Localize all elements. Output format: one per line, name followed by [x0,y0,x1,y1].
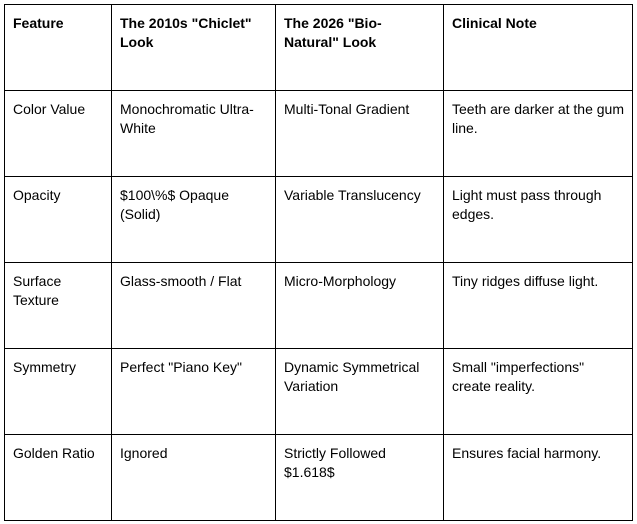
table-row [5,263,633,349]
header-cell: The 2026 "Bio-Natural" Look [276,5,444,91]
table-cell: Ensures facial harmony. [444,435,633,521]
table-cell: Ignored [112,435,276,521]
table-row [5,435,633,521]
table-cell: Micro-Morphology [276,263,444,349]
table-cell: Monochromatic Ultra-White [112,91,276,177]
table-cell: Golden Ratio [5,435,112,521]
table-cell: Tiny ridges diffuse light. [444,263,633,349]
comparison-table [4,4,633,521]
table-cell: Glass-smooth / Flat [112,263,276,349]
table-cell: Light must pass through edges. [444,177,633,263]
table-cell: Strictly Followed $1.618$ [276,435,444,521]
table-row [5,91,633,177]
table-cell: Perfect "Piano Key" [112,349,276,435]
table-cell: Dynamic Symmetrical Variation [276,349,444,435]
header-cell: Clinical Note [444,5,633,91]
table-cell: Variable Translucency [276,177,444,263]
table-cell: Small "imperfections" create reality. [444,349,633,435]
table-cell: Color Value [5,91,112,177]
table-cell: $100\%$ Opaque (Solid) [112,177,276,263]
table-row [5,349,633,435]
table-cell: Surface Texture [5,263,112,349]
table-cell: Symmetry [5,349,112,435]
table-row [5,177,633,263]
header-cell: Feature [5,5,112,91]
header-cell: The 2010s "Chiclet" Look [112,5,276,91]
table-cell: Multi-Tonal Gradient [276,91,444,177]
header-row [5,5,633,91]
table-cell: Opacity [5,177,112,263]
table-cell: Teeth are darker at the gum line. [444,91,633,177]
